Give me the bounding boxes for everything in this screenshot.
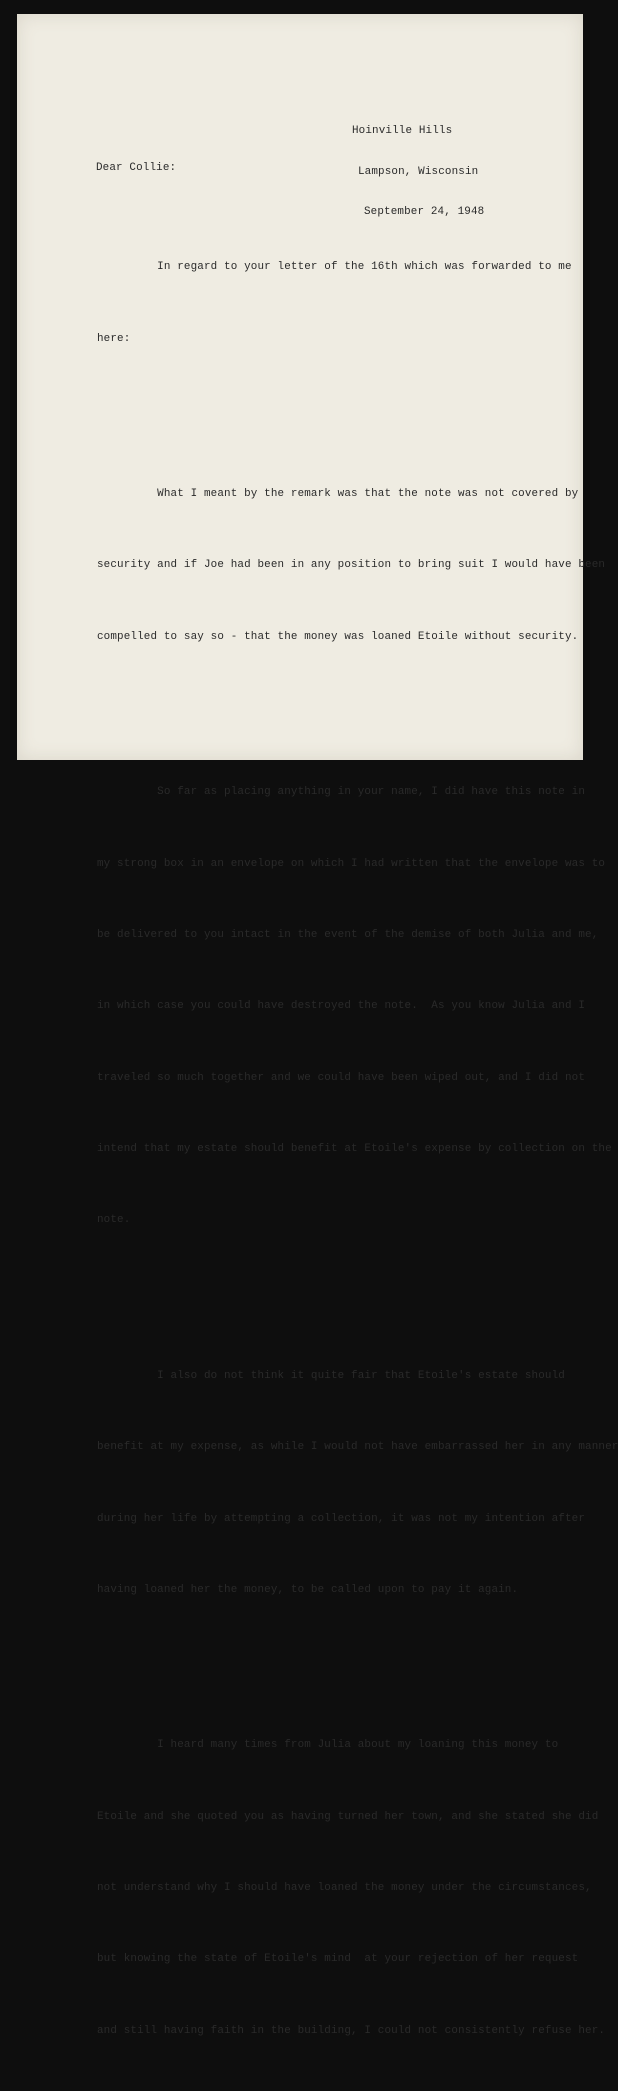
salutation: Dear Collie: [96,162,177,174]
body-line: So far as placing anything in your name, I did have this note in [97,786,586,799]
letter-page [17,14,618,2037]
body-line: but knowing the state of Etoile's mind at your rejection of her request [97,1953,579,1966]
body-line: compelled to say so - that the money was loaned Etoile without security. [97,630,579,643]
body-line: benefit at my expense, as while I would not have embarrassed her in any manner [97,1441,618,1454]
body-line: I heard many times from Julia about my loaning this money to [97,1739,559,1752]
body-line: In regard to your letter of the 16th which was forwarded to me [97,261,572,274]
heading-date: September 24, 1948 [364,206,485,218]
body-line: having loaned her the money, to be called upon to pay it again. [97,1583,519,1596]
body-line: traveled so much together and we could have been wiped out, and I did not [97,1071,586,1084]
body-line: not understand why I should have loaned the money under the circumstances, [97,1881,592,1894]
body-line: What I meant by the remark was that the note was not covered by [97,488,579,501]
body-line: and still having faith in the building, I could not consistently refuse her. [97,2024,606,2037]
heading-city: Lampson, Wisconsin [358,165,479,178]
body-line: security and if Joe had been in any position to bring suit I would have been [97,559,606,572]
body-line: during her life by attempting a collection, it was not my intention after [97,1512,586,1525]
body-line: Etoile and she quoted you as having turned her town, and she stated she did [97,1810,599,1823]
body-line: in which case you could have destroyed the note. As you know Julia and I [97,1000,586,1013]
heading-place: Hoinville Hills [352,125,453,137]
body-line: be delivered to you intact in the event of the demise of both Julia and me, [97,928,599,941]
body-line: here: [97,332,131,345]
body-line: my strong box in an envelope on which I had written that the envelope was to [97,857,606,870]
body-line: intend that my estate should benefit at Etoile's expense by collection on the [97,1143,612,1156]
body-line: note. [97,1214,131,1227]
body-line: I also do not think it quite fair that Etoile's estate should [97,1369,565,1382]
letter-body [97,185,618,2091]
